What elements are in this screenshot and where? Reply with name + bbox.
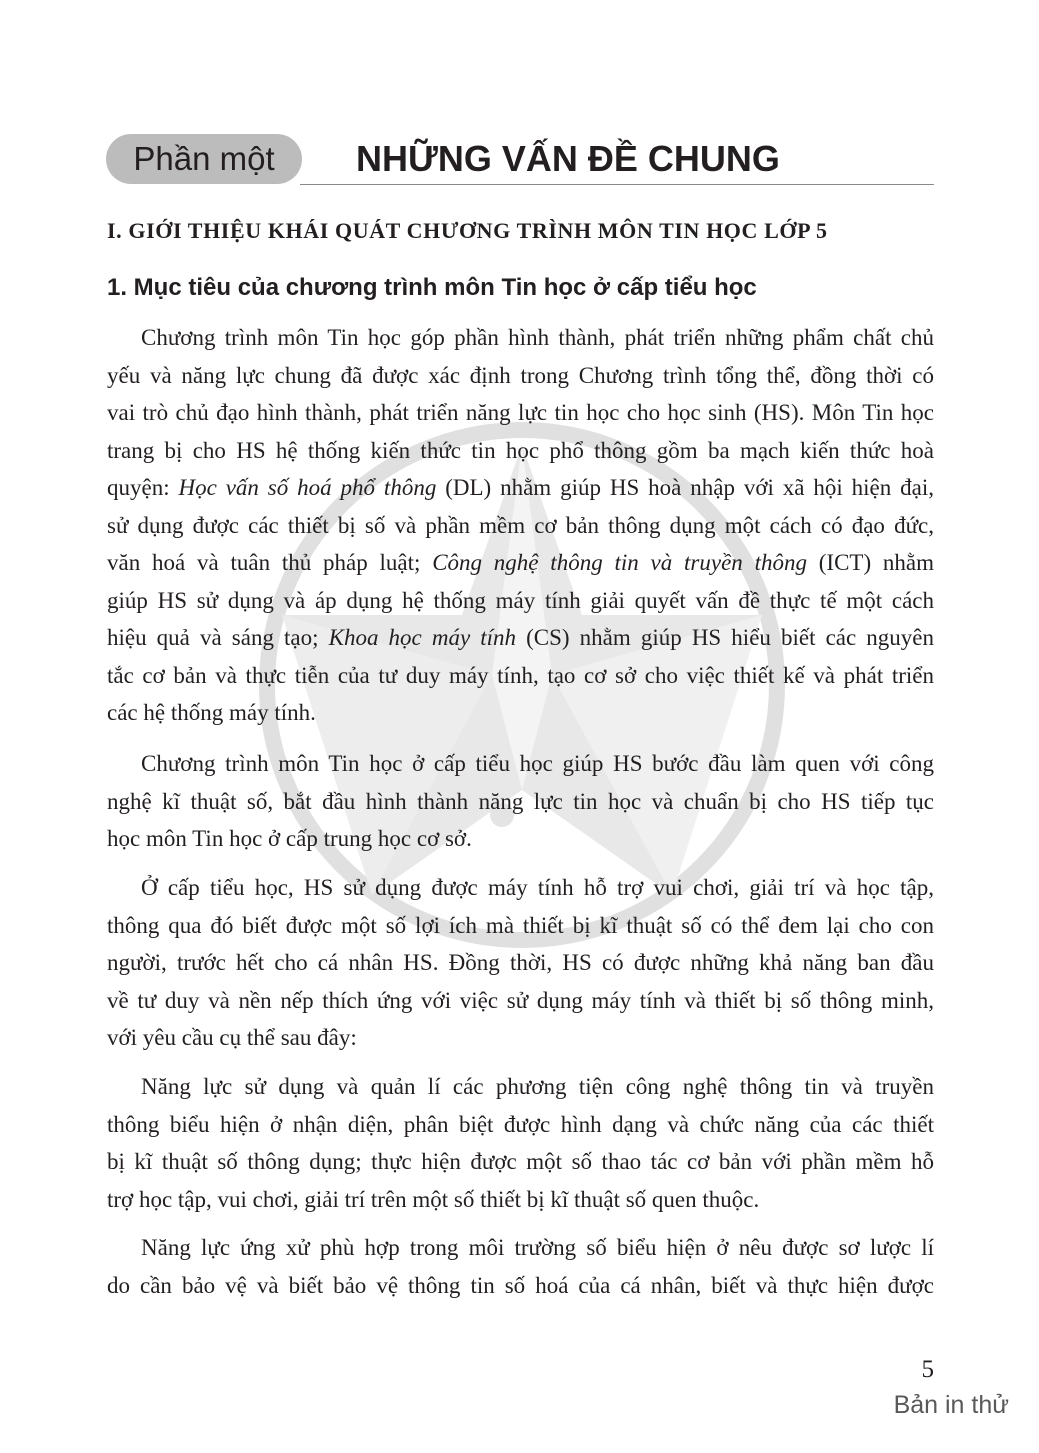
- text-line: sử dụng được các thiết bị số và phần mềm cơ bản thông dụng một cách có đạo đức,: [107, 512, 934, 538]
- paragraph-ict-competency: [107, 1068, 934, 1218]
- emphasis-term: Học vấn số hoá phổ thông: [178, 475, 437, 500]
- section-heading: I. GIỚI THIỆU KHÁI QUÁT CHƯƠNG TRÌNH MÔN TIN HỌC LỚP 5: [107, 218, 828, 243]
- text-line: [107, 544, 934, 582]
- paragraph-primary-level: [107, 869, 934, 1057]
- text-line: trợ học tập, vui chơi, giải trí trên một số thiết bị kĩ thuật số quen thuộc.: [107, 1186, 760, 1212]
- text-line: tắc cơ bản và thực tiễn của tư duy máy tính, tạo cơ sở cho việc thiết kế và phát triển: [107, 662, 934, 688]
- text-line: Ở cấp tiểu học, HS sử dụng được máy tính hỗ trợ vui chơi, giải trí và học tập,: [141, 875, 934, 900]
- text-line: thông biểu hiện ở nhận diện, phân biệt được hình dạng và chức năng của các thiết: [107, 1111, 934, 1137]
- paragraph-primary-goals: [107, 745, 934, 858]
- text-line: [107, 469, 934, 507]
- text-run: (CS) nhằm giúp HS hiểu biết các nguyên: [516, 625, 934, 650]
- chapter-rule: [300, 184, 934, 185]
- text-line: giúp HS sử dụng và áp dụng hệ thống máy tính giải quyết vấn đề thực tế một cách: [107, 587, 934, 613]
- text-line: học môn Tin học ở cấp trung học cơ sở.: [107, 826, 472, 851]
- text-run: văn hoá và tuân thủ pháp luật;: [107, 550, 433, 575]
- text-run: quyện:: [107, 475, 179, 500]
- text-line: Năng lực ứng xử phù hợp trong môi trường số biểu hiện ở nêu được sơ lược lí: [141, 1235, 934, 1260]
- text-line: yếu và năng lực chung đã được xác định trong Chương trình tổng thể, đồng thời có: [107, 362, 934, 388]
- page-number: 5: [921, 1356, 934, 1383]
- text-line: Chương trình môn Tin học ở cấp tiểu học giúp HS bước đầu làm quen với công: [141, 751, 934, 776]
- text-line: với yêu cầu cụ thể sau đây:: [107, 1025, 357, 1050]
- text-line: [107, 619, 934, 657]
- draft-label: Bản in thử: [893, 1391, 1009, 1419]
- part-label: Phần một: [106, 134, 302, 184]
- paragraph-objectives: [107, 319, 934, 732]
- chapter-title: NHỮNG VẤN ĐỀ CHUNG: [356, 138, 780, 179]
- text-run: hiệu quả và sáng tạo;: [107, 625, 329, 650]
- text-line: do cần bảo vệ và biết bảo vệ thông tin số hoá của cá nhân, biết và thực hiện được: [107, 1272, 934, 1298]
- text-line: người, trước hết cho cá nhân HS. Đồng thời, HS có được những khả năng ban đầu: [107, 950, 934, 975]
- text-line: bị kĩ thuật số thông dụng; thực hiện được một số thao tác cơ bản với phần mềm hỗ: [107, 1149, 934, 1174]
- sub-heading: 1. Mục tiêu của chương trình môn Tin học ở cấp tiểu học: [107, 274, 757, 301]
- text-line: trang bị cho HS hệ thống kiến thức tin học phổ thông gồm ba mạch kiến thức hoà: [107, 437, 934, 463]
- text-line: về tư duy và nền nếp thích ứng với việc sử dụng máy tính và thiết bị số thông minh,: [107, 987, 934, 1013]
- text-line: Chương trình môn Tin học góp phần hình thành, phát triển những phẩm chất chủ: [141, 325, 934, 350]
- text-line: nghệ kĩ thuật số, bắt đầu hình thành năng lực tin học và chuẩn bị cho HS tiếp tục: [107, 788, 934, 814]
- text-run: (ICT) nhằm: [806, 550, 935, 575]
- emphasis-term: Công nghệ thông tin và truyền thông: [432, 550, 807, 575]
- emphasis-term: Khoa học máy tính: [328, 625, 517, 650]
- text-line: các hệ thống máy tính.: [107, 700, 316, 725]
- text-line: thông qua đó biết được một số lợi ích mà thiết bị kĩ thuật số có thể đem lại cho con: [107, 912, 934, 938]
- text-line: vai trò chủ đạo hình thành, phát triển năng lực tin học cho học sinh (HS). Môn Tin học: [107, 400, 934, 425]
- text-run: (DL) nhằm giúp HS hoà nhập với xã hội hiện đại,: [436, 475, 934, 500]
- paragraph-digital-behavior: [107, 1229, 934, 1304]
- text-line: Năng lực sử dụng và quản lí các phương tiện công nghệ thông tin và truyền: [141, 1074, 934, 1099]
